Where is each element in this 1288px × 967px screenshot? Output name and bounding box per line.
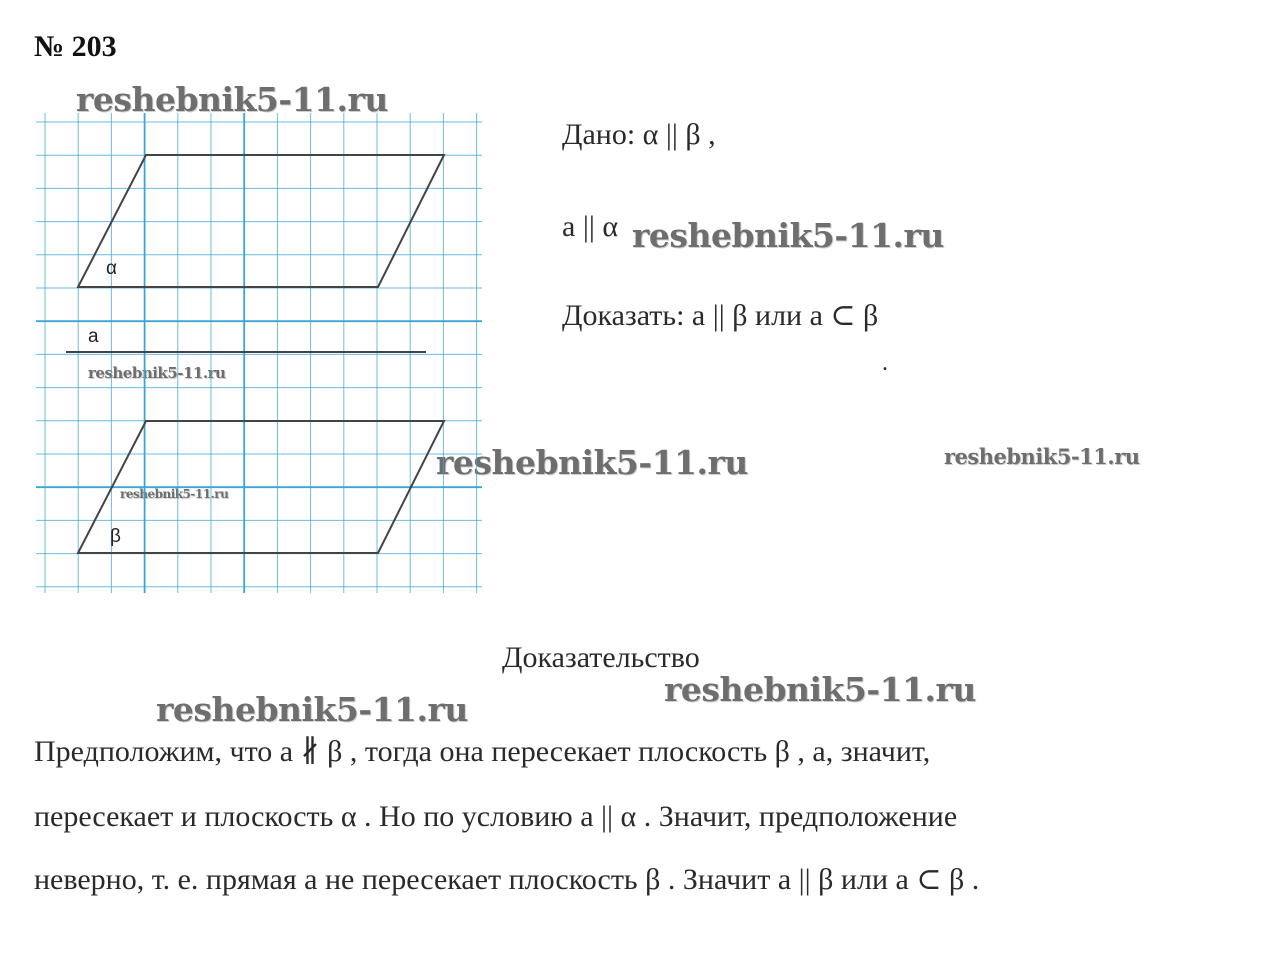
problem-number: № 203 — [34, 30, 117, 63]
given-line-2: a || α — [562, 210, 619, 243]
proof-line-1: Предположим, что a ∦ β , тогда она пересекает плоскость β , a, значит, — [34, 735, 931, 768]
watermark: reshebnik5-11.ru — [76, 80, 388, 119]
plane-alpha-label: α — [106, 258, 117, 279]
watermark: reshebnik5-11.ru — [156, 690, 468, 729]
proof-line-3: неверно, т. е. прямая a не пересекает плоскость β . Значит a || β или a ⊂ β . — [34, 863, 980, 896]
watermark: reshebnik5-11.ru — [436, 443, 748, 482]
given-line-1: Дано: α || β , — [562, 118, 716, 151]
prove-statement: Доказать: a || β или a ⊂ β — [562, 299, 879, 332]
watermark: reshebnik5-11.ru — [120, 487, 229, 501]
proof-heading: Доказательство — [502, 641, 700, 674]
plane-beta-label: β — [110, 526, 121, 547]
watermark: reshebnik5-11.ru — [944, 444, 1140, 469]
proof-line-2: пересекает и плоскость α . Но по условию a || α . Значит, предположение — [34, 800, 958, 833]
watermark: reshebnik5-11.ru — [632, 216, 944, 255]
watermark: reshebnik5-11.ru — [88, 364, 226, 382]
plane-alpha — [78, 155, 444, 287]
figure-planes — [36, 113, 482, 593]
watermark: reshebnik5-11.ru — [664, 670, 976, 709]
dot-mark: . — [882, 350, 888, 376]
line-a-label: a — [88, 326, 99, 347]
